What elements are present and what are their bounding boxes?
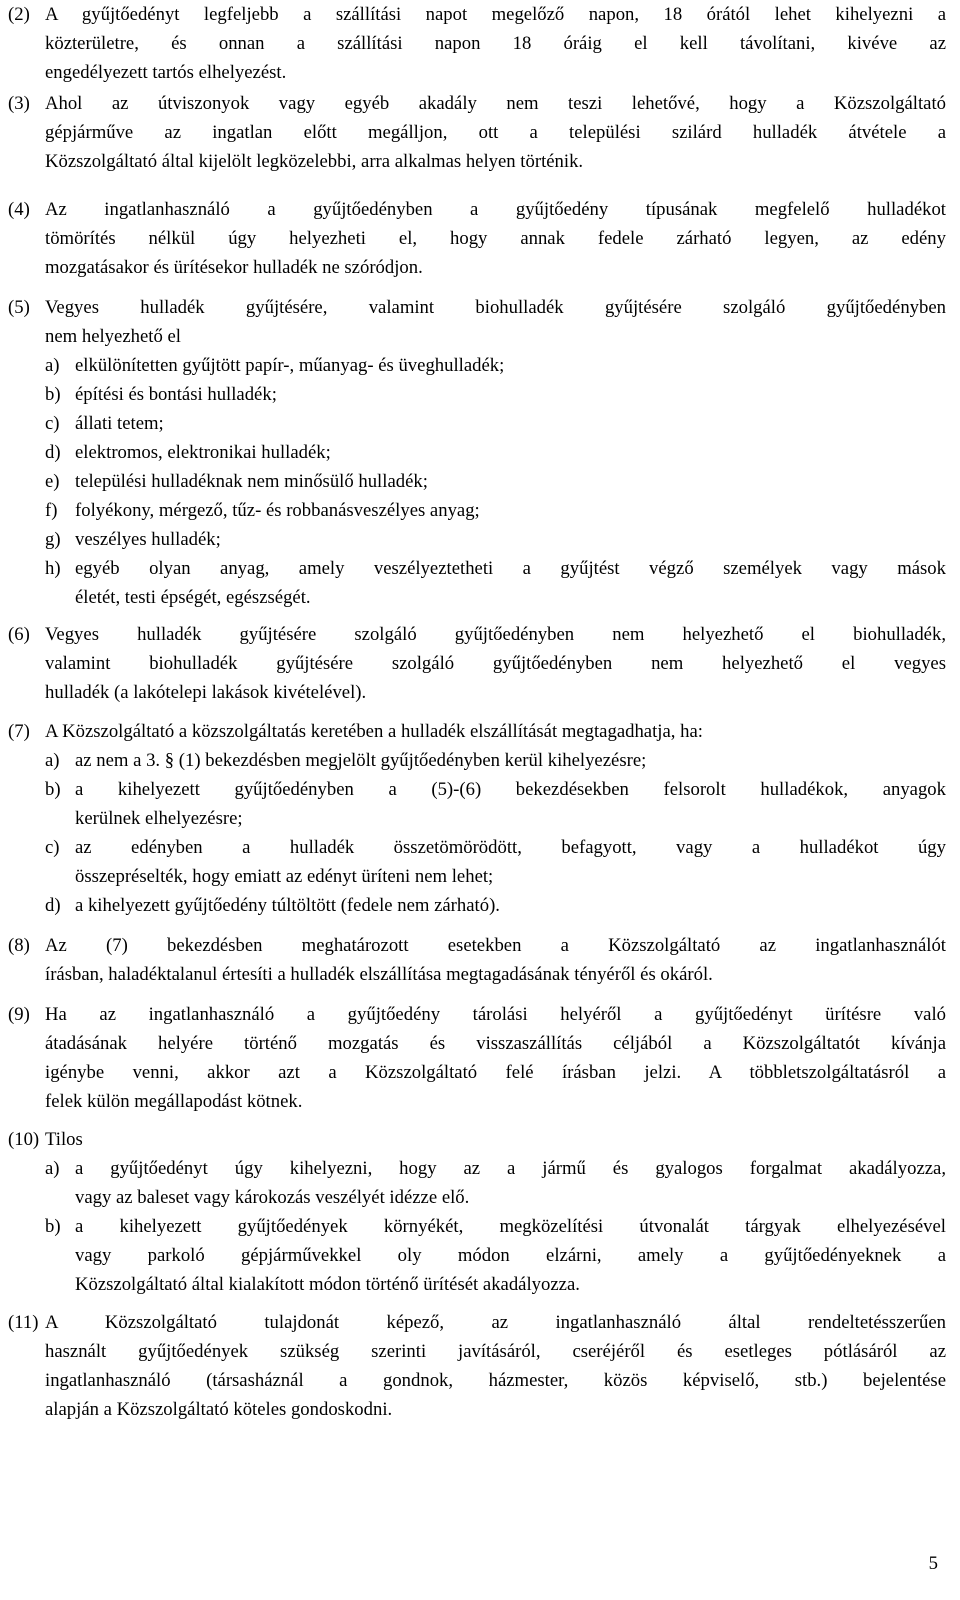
text-line: tömörítés nélkül úgy helyezheti el, hogy annak fedele zárható legyen, az edény <box>45 228 946 249</box>
list-item-text: veszélyes hulladék; <box>75 529 221 550</box>
paragraph-body <box>45 0 946 87</box>
list-item-text: vagy az baleset vagy károkozás veszélyét idézze elő. <box>75 1187 470 1208</box>
paragraph-number: (7) <box>8 721 30 742</box>
text-line: felek külön megállapodást kötnek. <box>45 1091 303 1112</box>
list-item <box>45 438 946 467</box>
text-line: alapján a Közszolgáltató köteles gondoskodni. <box>45 1399 393 1420</box>
paragraph-body <box>45 717 946 920</box>
list-item-text: az edényben a hulladék összetömörödött, befagyott, vagy a hulladékot úgy <box>75 837 946 858</box>
paragraph-6 <box>8 620 946 707</box>
text-line: használt gyűjtőedények szükség szerinti javításáról, cseréjéről és esetleges pótlásáról az <box>45 1341 946 1362</box>
paragraph-7 <box>8 717 946 920</box>
list-item-text: egyéb olyan anyag, amely veszélyeztetheti a gyűjtést végző személyek vagy mások <box>75 558 946 579</box>
list-item-label: b) <box>45 1216 61 1237</box>
list-item-label: a) <box>45 750 60 771</box>
page-number: 5 <box>928 1553 938 1574</box>
list-item-text: állati tetem; <box>75 413 164 434</box>
list-item <box>45 525 946 554</box>
paragraph-body <box>45 89 946 176</box>
paragraph-body <box>45 195 946 282</box>
text-line: gépjárműve az ingatlan előtt megálljon, ott a települési szilárd hulladék átvétele a <box>45 122 946 143</box>
paragraph-8 <box>8 931 946 989</box>
text-line: Vegyes hulladék gyűjtésére, valamint biohulladék gyűjtésére szolgáló gyűjtőedényben <box>45 297 946 318</box>
paragraph-4 <box>8 195 946 282</box>
list-item-text: települési hulladéknak nem minősülő hulladék; <box>75 471 428 492</box>
text-line: Az (7) bekezdésben meghatározott esetekben a Közszolgáltató az ingatlanhasználót <box>45 935 946 956</box>
list-item <box>45 1212 946 1299</box>
list-item-text: elektromos, elektronikai hulladék; <box>75 442 331 463</box>
list-item-label: b) <box>45 779 61 800</box>
list-item-text: a kihelyezett gyűjtőedények környékét, megközelítési útvonalát tárgyak elhelyezésével <box>75 1216 946 1237</box>
text-line: átadásának helyére történő mozgatás és visszaszállítás céljából a Közszolgáltatót kívánja <box>45 1033 946 1054</box>
list-item-label: d) <box>45 442 61 463</box>
text-line: A Közszolgáltató tulajdonát képező, az ingatlanhasználó által rendeltetésszerűen <box>45 1312 946 1333</box>
list-item <box>45 554 946 612</box>
paragraph-number: (10) <box>8 1129 40 1150</box>
text-line: mozgatásakor és ürítésekor hulladék ne szóródjon. <box>45 257 423 278</box>
paragraph-body <box>45 1308 946 1424</box>
list-item-text: vagy parkoló gépjárművekkel oly módon elzárni, amely a gyűjtőedényeknek a <box>75 1245 946 1266</box>
paragraph-body <box>45 931 946 989</box>
paragraph-11 <box>8 1308 946 1424</box>
list-item <box>45 1154 946 1212</box>
list-item-label: h) <box>45 558 61 579</box>
paragraph-3 <box>8 89 946 176</box>
list-item <box>45 746 946 775</box>
list-item-label: b) <box>45 384 61 405</box>
list-item-text: összepréselték, hogy emiatt az edényt üríteni nem lehet; <box>75 866 494 887</box>
list-item-label: g) <box>45 529 61 550</box>
list-item-text: az nem a 3. § (1) bekezdésben megjelölt gyűjtőedényben kerül kihelyezésre; <box>75 750 647 771</box>
paragraph-number: (2) <box>8 4 30 25</box>
text-line: Közszolgáltató által kijelölt legközelebbi, arra alkalmas helyen történik. <box>45 151 584 172</box>
text-line: nem helyezhető el <box>45 326 181 347</box>
list-item <box>45 467 946 496</box>
text-line: közterületre, és onnan a szállítási napon 18 óráig el kell távolítani, kivéve az <box>45 33 946 54</box>
paragraph-number: (9) <box>8 1004 30 1025</box>
paragraph-number: (11) <box>8 1312 39 1333</box>
list-item <box>45 351 946 380</box>
paragraph-2 <box>8 0 946 87</box>
text-line: engedélyezett tartós elhelyezést. <box>45 62 287 83</box>
text-line: A Közszolgáltató a közszolgáltatás keretében a hulladék elszállítását megtagadhatja, ha: <box>45 721 703 742</box>
paragraph-number: (4) <box>8 199 30 220</box>
list-item-label: c) <box>45 413 60 434</box>
list-item <box>45 833 946 891</box>
list-item <box>45 775 946 833</box>
paragraph-body <box>45 1125 946 1299</box>
text-line: Az ingatlanhasználó a gyűjtőedényben a gyűjtőedény típusának megfelelő hulladékot <box>45 199 946 220</box>
text-line: Ha az ingatlanhasználó a gyűjtőedény tárolási helyéről a gyűjtőedényt ürítésre való <box>45 1004 946 1025</box>
paragraph-number: (8) <box>8 935 30 956</box>
paragraph-body <box>45 1000 946 1116</box>
text-line: hulladék (a lakótelepi lakások kivételével). <box>45 682 367 703</box>
list-item-label: e) <box>45 471 60 492</box>
list-item-label: d) <box>45 895 61 916</box>
text-line: igénybe venni, akkor azt a Közszolgáltató felé írásban jelzi. A többletszolgáltatásról a <box>45 1062 946 1083</box>
paragraph-number: (6) <box>8 624 30 645</box>
list-item-text: a kihelyezett gyűjtőedény túltöltött (fedele nem zárható). <box>75 895 500 916</box>
list-item-text: a kihelyezett gyűjtőedényben a (5)-(6) bekezdésekben felsorolt hulladékok, anyagok <box>75 779 946 800</box>
list-item-text: építési és bontási hulladék; <box>75 384 277 405</box>
list-item-text: folyékony, mérgező, tűz- és robbanásveszélyes anyag; <box>75 500 480 521</box>
list-item <box>45 496 946 525</box>
text-line: Tilos <box>45 1129 83 1150</box>
list-item-label: a) <box>45 1158 60 1179</box>
list-item <box>45 409 946 438</box>
list-item-label: f) <box>45 500 58 521</box>
text-line: írásban, haladéktalanul értesíti a hulladék elszállítása megtagadásának tényéről és okáról. <box>45 964 713 985</box>
paragraph-5 <box>8 293 946 612</box>
list-item-label: a) <box>45 355 60 376</box>
paragraph-body <box>45 620 946 707</box>
list-item-text: elkülönítetten gyűjtött papír-, műanyag- és üveghulladék; <box>75 355 505 376</box>
paragraph-number: (3) <box>8 93 30 114</box>
list-item-text: életét, testi épségét, egészségét. <box>75 587 311 608</box>
text-line: valamint biohulladék gyűjtésére szolgáló gyűjtőedényben nem helyezhető el vegyes <box>45 653 946 674</box>
paragraph-10 <box>8 1125 946 1299</box>
list-item-text: Közszolgáltató által kialakított módon történő ürítését akadályozza. <box>75 1274 580 1295</box>
text-line: Ahol az útviszonyok vagy egyéb akadály nem teszi lehetővé, hogy a Közszolgáltató <box>45 93 946 114</box>
list-item-label: c) <box>45 837 60 858</box>
text-line: A gyűjtőedényt legfeljebb a szállítási napot megelőző napon, 18 órától lehet kihelyezni a <box>45 4 946 25</box>
text-line: ingatlanhasználó (társasháznál a gondnok, házmester, közös képviselő, stb.) bejelentése <box>45 1370 946 1391</box>
list-item-text: kerülnek elhelyezésre; <box>75 808 243 829</box>
list-item-text: a gyűjtőedényt úgy kihelyezni, hogy az a jármű és gyalogos forgalmat akadályozza, <box>75 1158 946 1179</box>
list-item <box>45 891 946 920</box>
paragraph-9 <box>8 1000 946 1116</box>
text-line: Vegyes hulladék gyűjtésére szolgáló gyűjtőedényben nem helyezhető el biohulladék, <box>45 624 946 645</box>
paragraph-body <box>45 293 946 612</box>
paragraph-number: (5) <box>8 297 30 318</box>
list-item <box>45 380 946 409</box>
